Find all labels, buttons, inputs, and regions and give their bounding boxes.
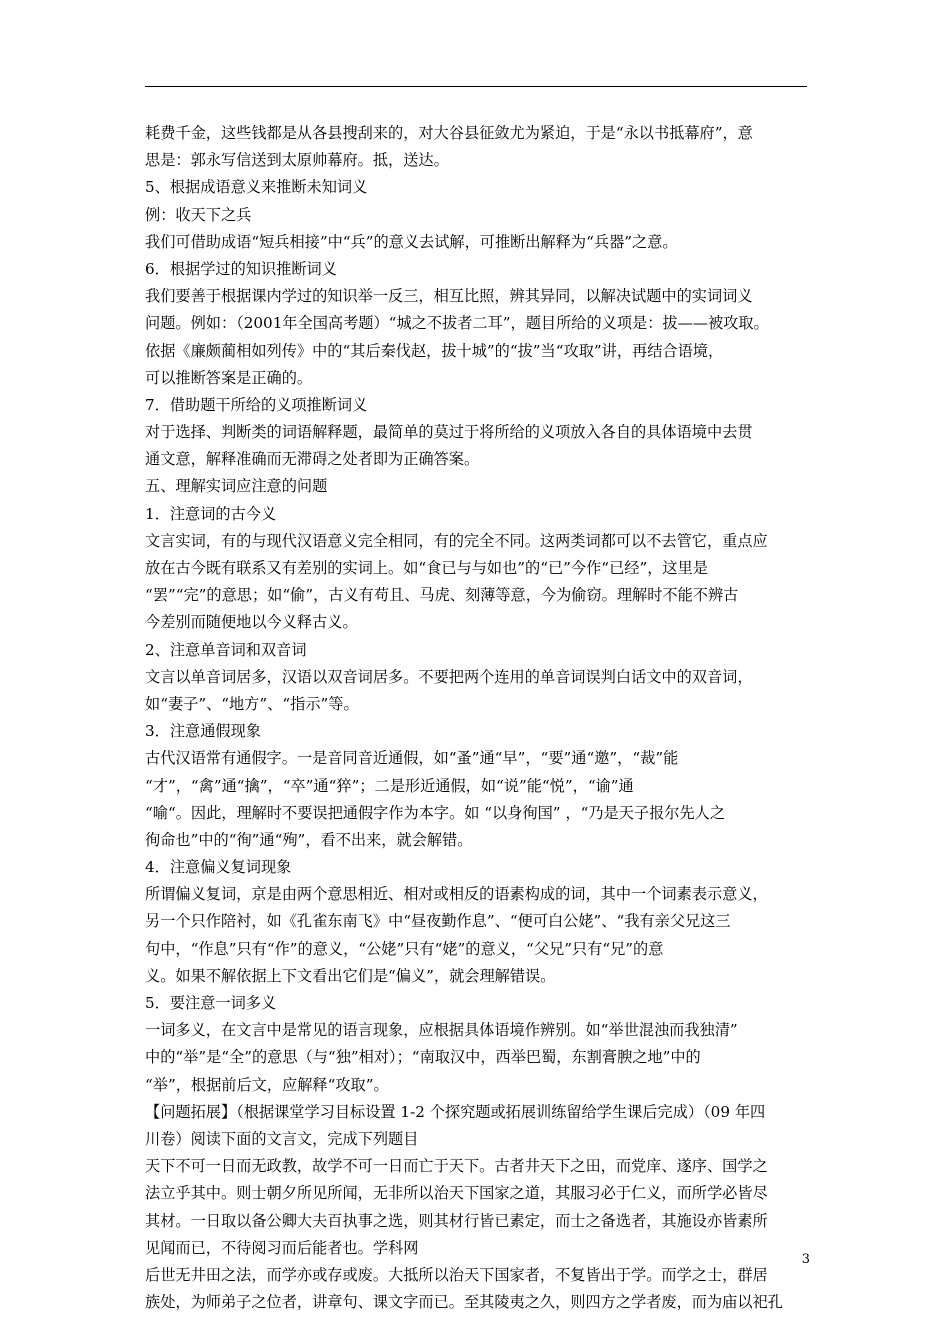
text-line: 如“妻子”、“地方”、“指示”等。 <box>145 694 359 713</box>
section-heading: 4．注意偏义复词现象 <box>145 858 292 877</box>
section-heading: 6．根据学过的知识推断词义 <box>145 259 337 278</box>
text-line: 句中，“作息”只有“作”的意义，“公姥”只有“姥”的意义，“父兄”只有“兄”的意 <box>145 939 664 958</box>
text-line: 对于选择、判断类的词语解释题，最简单的莫过于将所给的义项放入各自的具体语境中去贯 <box>145 423 753 442</box>
text-line: 通文意，解释准确而无滞碍之处者即为正确答案。 <box>145 450 480 469</box>
text-line: 思是：郭永写信送到太原帅幕府。抵，送达。 <box>145 151 449 170</box>
text-line: 法立乎其中。则士朝夕所见所闻，无非所以治天下国家之道，其服习必于仁义，而所学必皆尽 <box>145 1184 768 1203</box>
text-line: 古代汉语常有通假字。一是音同音近通假，如“蚤”通“早”，“要”通“邀”，“裁”能 <box>145 749 679 768</box>
text-line: 其材。一日取以备公卿大夫百执事之选，则其材行皆已素定，而士之备选者，其施设亦皆素所 <box>145 1211 768 1230</box>
document-body <box>145 120 807 1316</box>
text-line: 族处，为师弟子之位者，讲章句、课文字而已。至其陵夷之久，则四方之学者废，而为庙以祀孔 <box>145 1293 783 1312</box>
text-line: “才”，“禽”通“擒”，“卒”通“猝”；二是形近通假，如“说”能“悦”，“谕”通 <box>145 776 634 795</box>
section-heading: 五、理解实词应注意的问题 <box>145 477 328 496</box>
text-line: 例：收天下之兵 <box>145 205 252 224</box>
text-line: 【问题拓展】（根据课堂学习目标设置 1-2 个探究题或拓展训练留给学生课后完成）（09 年四 <box>145 1102 766 1121</box>
section-heading: 7．借助题干所给的义项推断词义 <box>145 395 368 414</box>
text-line: 可以推断答案是正确的。 <box>145 368 313 387</box>
text-line: 天下不可一日而无政教，故学不可一日而亡于天下。古者井天下之田，而党庠、遂序、国学之 <box>145 1157 768 1176</box>
section-heading: 5．要注意一词多义 <box>145 994 277 1012</box>
text-line: 中的“举”是“全”的意思（与“独”相对）；“南取汉中，西举巴蜀，东割膏腴之地”中的 <box>145 1048 701 1067</box>
text-line: 川卷）阅读下面的文言文，完成下列题目 <box>145 1129 419 1148</box>
text-line: 问题。例如：（2001年全国高考题）“城之不拔者二耳”，题目所给的义项是：拔——被攻取。 <box>145 314 769 333</box>
text-line: “举”，根据前后文，应解释“攻取”。 <box>145 1075 389 1094</box>
text-line: 我们可借助成语“短兵相接”中“兵”的意义去试解，可推断出解释为“兵器”之意。 <box>145 232 678 251</box>
text-line: “喻“。因此，理解时不要误把通假字作为本字。如 “以身徇国” ，“乃是天子报尔先人之 <box>145 803 726 822</box>
text-line: 一词多义，在文言中是常见的语言现象，应根据具体语境作辨别。如“举世混浊而我独清” <box>145 1021 738 1040</box>
section-heading: 3．注意通假现象 <box>145 722 261 741</box>
text-line: 徇命也”中的“徇”通“殉”，看不出来，就会解错。 <box>145 830 473 849</box>
text-line: 所谓偏义复词，京是由两个意思相近、相对或相反的语素构成的词，其中一个词素表示意义， <box>145 885 768 904</box>
text-line: 耗费千金，这些钱都是从各县搜刮来的，对大谷县征敛尤为紧迫，于是“永以书抵幕府”，意 <box>145 124 753 142</box>
section-heading: 5、根据成语意义来推断未知词义 <box>145 178 368 197</box>
page-number: 3 <box>801 1252 810 1267</box>
text-line: 另一个只作陪衬，如《孔雀东南飞》中“昼夜勤作息”、“便可白公姥”、“我有亲父兄这三 <box>145 912 731 931</box>
text-line: “罢”“完”的意思；如“偷”，古义有苟且、马虎、刻薄等意，今为偷窃。理解时不能不辨古 <box>145 586 739 605</box>
section-heading: 1．注意词的古今义 <box>145 504 277 523</box>
text-line: 文言以单音词居多，汉语以双音词居多。不要把两个连用的单音词误判白话文中的双音词， <box>145 667 753 686</box>
text-line: 后世无井田之法，而学亦或存或废。大抵所以治天下国家者，不复皆出于学。而学之士，群居 <box>145 1265 768 1284</box>
text-line: 依据《廉颇蔺相如列传》中的“其后秦伐赵，拔十城”的“拔”当“攻取”讲，再结合语境， <box>145 341 724 360</box>
header-rule <box>145 86 807 87</box>
text-line: 今差别而随便地以今义释古义。 <box>145 613 358 632</box>
text-line: 我们要善于根据课内学过的知识举一反三，相互比照，辨其异同，以解决试题中的实词词义 <box>145 287 753 306</box>
text-line: 见闻而已，不待阅习而后能者也。学科网 <box>145 1238 419 1257</box>
text-line: 放在古今既有联系又有差别的实词上。如“食已与与如也”的“已”今作“已经”，这里是 <box>145 559 708 577</box>
section-heading: 2、注意单音词和双音词 <box>145 640 307 659</box>
text-line: 文言实词，有的与现代汉语意义完全相同，有的完全不同。这两类词都可以不去管它，重点应 <box>145 531 768 550</box>
text-line: 义。如果不解依据上下文看出它们是“偏义”，就会理解错误。 <box>145 966 556 985</box>
